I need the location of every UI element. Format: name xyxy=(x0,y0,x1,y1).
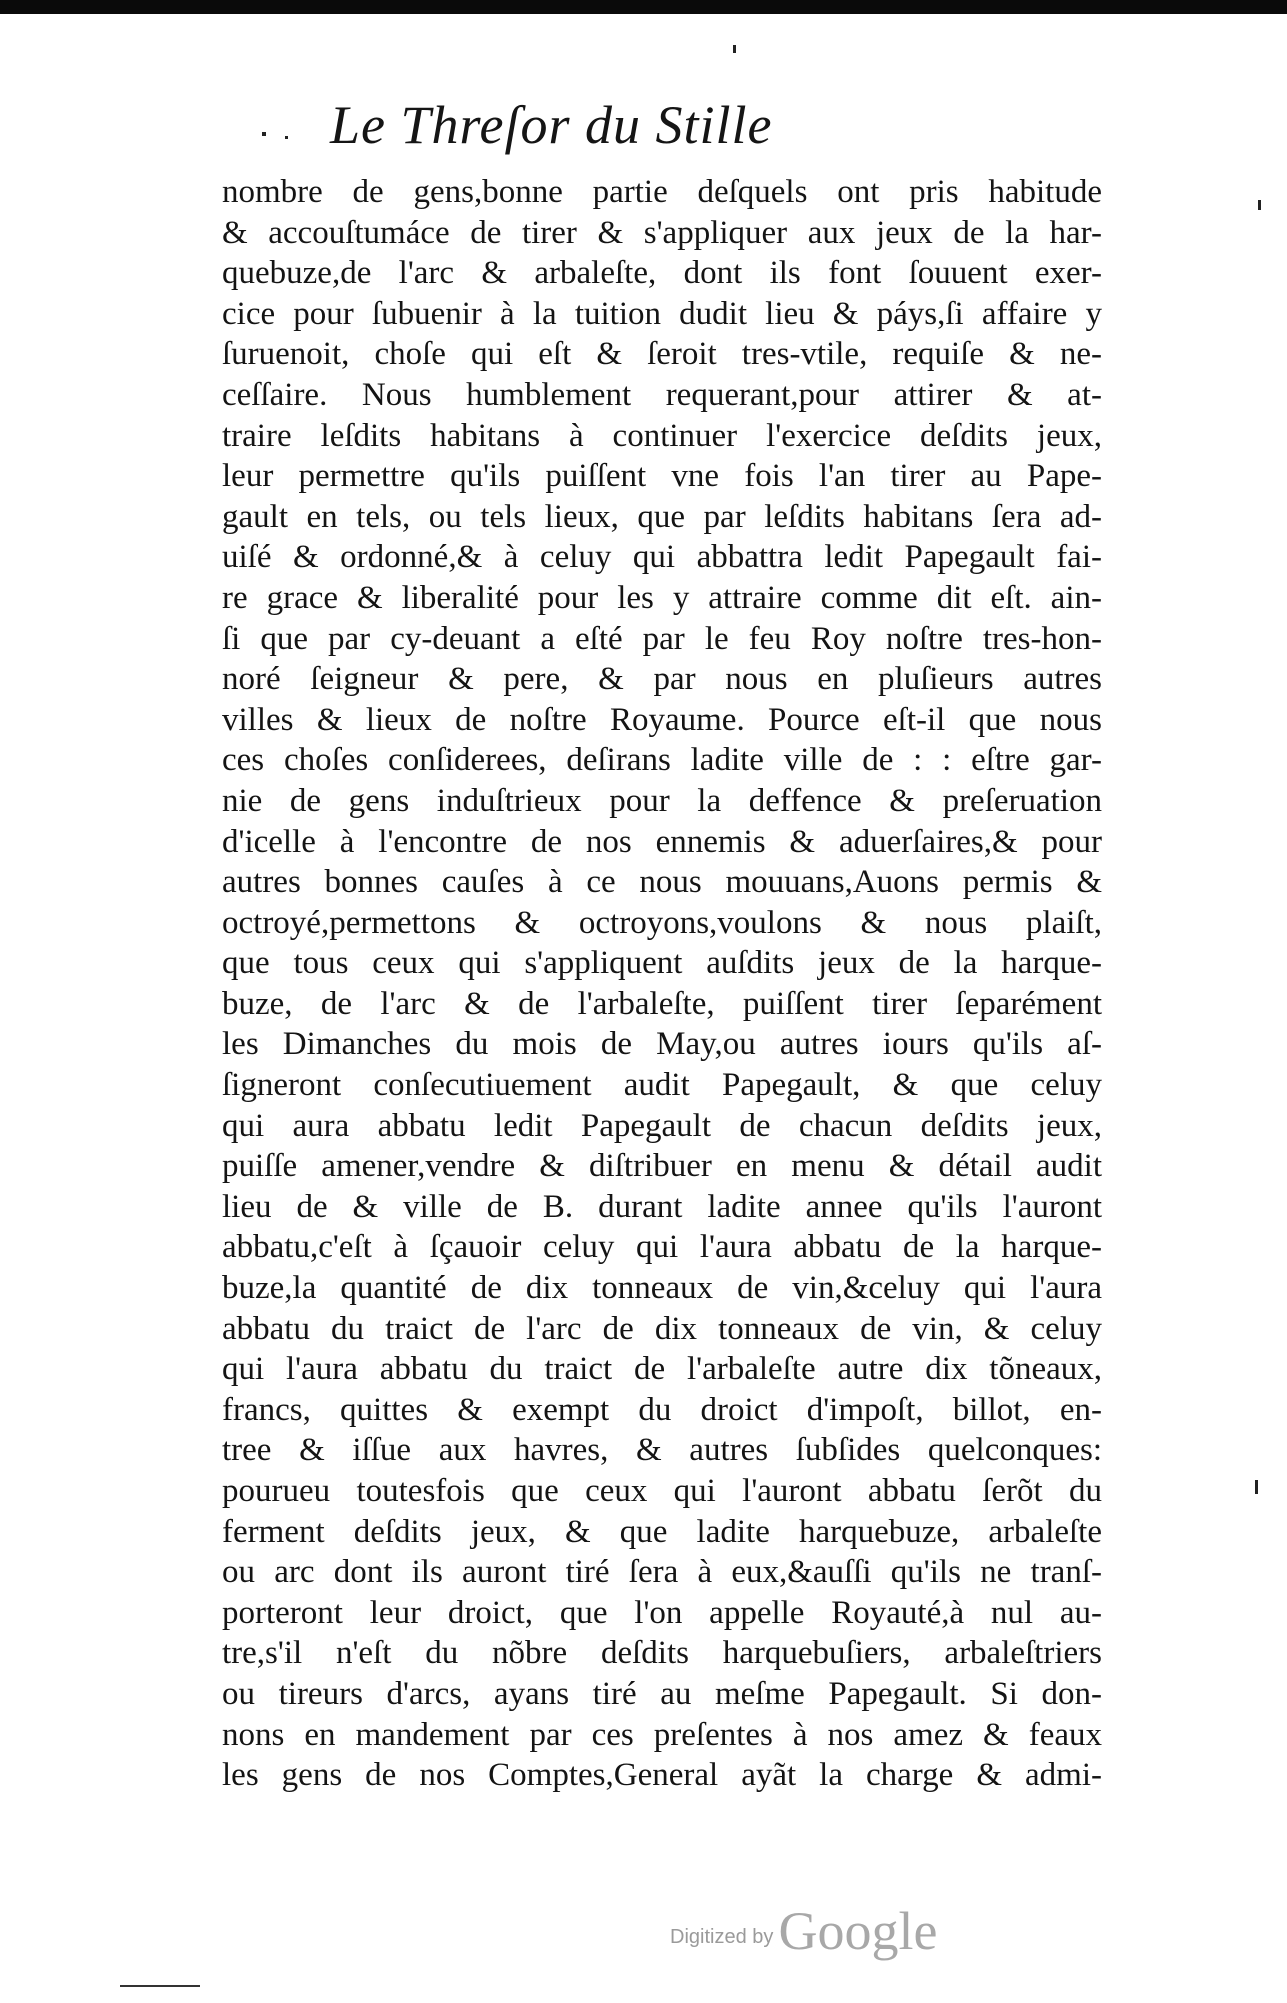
text-line: gault en tels, ou tels lieux, que par leſdits habitans ſera ad- xyxy=(222,498,1102,535)
ink-speck xyxy=(262,132,266,136)
text-line: puiſſe amener,vendre & diſtribuer en menu & détail audit xyxy=(222,1148,1102,1185)
text-line: d'icelle à l'encontre de nos ennemis & aduerſaires,& pour xyxy=(222,823,1102,860)
text-line: ſigneront conſecutiuement audit Papegault, & que celuy xyxy=(222,1067,1102,1104)
text-line: ferment deſdits jeux, & que ladite harquebuze, arbaleſte xyxy=(222,1513,1102,1550)
running-head: Le Threſor du Stille xyxy=(330,95,773,155)
text-line: les Dimanches du mois de May,ou autres iours qu'ils aſ- xyxy=(222,1026,1102,1063)
text-line: nons en mandement par ces preſentes à nos amez & feaux xyxy=(222,1716,1102,1753)
text-line: nie de gens induſtrieux pour la deffence & preſeruation xyxy=(222,782,1102,819)
ink-speck xyxy=(1255,1480,1258,1494)
text-line: abbatu,c'eſt à ſçauoir celuy qui l'aura abbatu de la harque- xyxy=(222,1229,1102,1266)
text-line: nombre de gens,bonne partie deſquels ont pris habitude xyxy=(222,174,1102,210)
text-line: traire leſdits habitans à continuer l'exercice deſdits jeux, xyxy=(222,417,1102,454)
text-line: ſuruenoit, choſe qui eſt & ſeroit tres-vtile, requiſe & ne- xyxy=(222,336,1102,373)
text-line: quebuze,de l'arc & arbaleſte, dont ils font ſouuent exer- xyxy=(222,255,1102,292)
text-line: qui l'aura abbatu du traict de l'arbaleſte autre dix tõneaux, xyxy=(222,1351,1102,1388)
text-line: porteront leur droict, que l'on appelle Royauté,à nul au- xyxy=(222,1594,1102,1631)
text-line: re grace & liberalité pour les y attraire comme dit eſt. ain- xyxy=(222,579,1102,616)
ink-speck xyxy=(285,136,288,139)
text-line: buze, de l'arc & de l'arbaleſte, puiſſent tirer ſeparément xyxy=(222,985,1102,1022)
text-line: villes & lieux de noſtre Royaume. Pource eſt-il que nous xyxy=(222,701,1102,738)
text-line: pourueu toutesfois que ceux qui l'auront abbatu ſerõt du xyxy=(222,1473,1102,1509)
scan-bottom-rule xyxy=(120,1985,200,1987)
text-line: uiſé & ordonné,& à celuy qui abbattra ledit Papegault fai- xyxy=(222,539,1102,576)
watermark-brand-logo: Google xyxy=(778,1901,938,1961)
text-line: les gens de nos Comptes,General ayãt la charge & admi- xyxy=(222,1757,1102,1794)
text-line: noré ſeigneur & pere, & par nous en pluſieurs autres xyxy=(222,661,1102,698)
text-line: qui aura abbatu ledit Papegault de chacun deſdits jeux, xyxy=(222,1107,1102,1144)
ink-speck xyxy=(1258,200,1261,210)
text-line: leur permettre qu'ils puiſſent vne fois l'an tirer au Pape- xyxy=(222,458,1102,495)
ink-speck xyxy=(733,45,736,53)
text-line: tree & iſſue aux havres, & autres ſubſides quelconques: xyxy=(222,1432,1102,1469)
text-line: cice pour ſubuenir à la tuition dudit lieu & páys,ſi affaire y xyxy=(222,295,1102,332)
text-line: abbatu du traict de l'arc de dix tonneaux de vin, & celuy xyxy=(222,1310,1102,1347)
text-line: ſi que par cy-deuant a eſté par le feu Roy noſtre tres-hon- xyxy=(222,620,1102,657)
text-line: ces choſes conſiderees, deſirans ladite ville de : : eſtre gar- xyxy=(222,742,1102,779)
page-body-text xyxy=(222,172,1102,1796)
text-line: lieu de & ville de B. durant ladite annee qu'ils l'auront xyxy=(222,1188,1102,1225)
watermark-prefix: Digitized by xyxy=(670,1926,774,1948)
text-line: que tous ceux qui s'appliquent auſdits jeux de la harque- xyxy=(222,945,1102,982)
text-line: autres bonnes cauſes à ce nous mouuans,Auons permis & xyxy=(222,864,1102,901)
text-line: buze,la quantité de dix tonneaux de vin,&celuy qui l'aura xyxy=(222,1270,1102,1307)
digitization-watermark xyxy=(670,1900,937,1980)
scan-top-border xyxy=(0,0,1287,14)
text-line: ceſſaire. Nous humblement requerant,pour attirer & at- xyxy=(222,376,1102,413)
text-line: francs, quittes & exempt du droict d'impoſt, billot, en- xyxy=(222,1391,1102,1428)
text-line: tre,s'il n'eſt du nõbre deſdits harquebuſiers, arbaleſtriers xyxy=(222,1635,1102,1672)
text-line: ou arc dont ils auront tiré ſera à eux,&auſſi qu'ils ne tranſ- xyxy=(222,1554,1102,1591)
text-line: ou tireurs d'arcs, ayans tiré au meſme Papegault. Si don- xyxy=(222,1675,1102,1712)
text-line: octroyé,permettons & octroyons,voulons & nous plaiſt, xyxy=(222,904,1102,941)
text-line: & accouſtumáce de tirer & s'appliquer aux jeux de la har- xyxy=(222,214,1102,251)
